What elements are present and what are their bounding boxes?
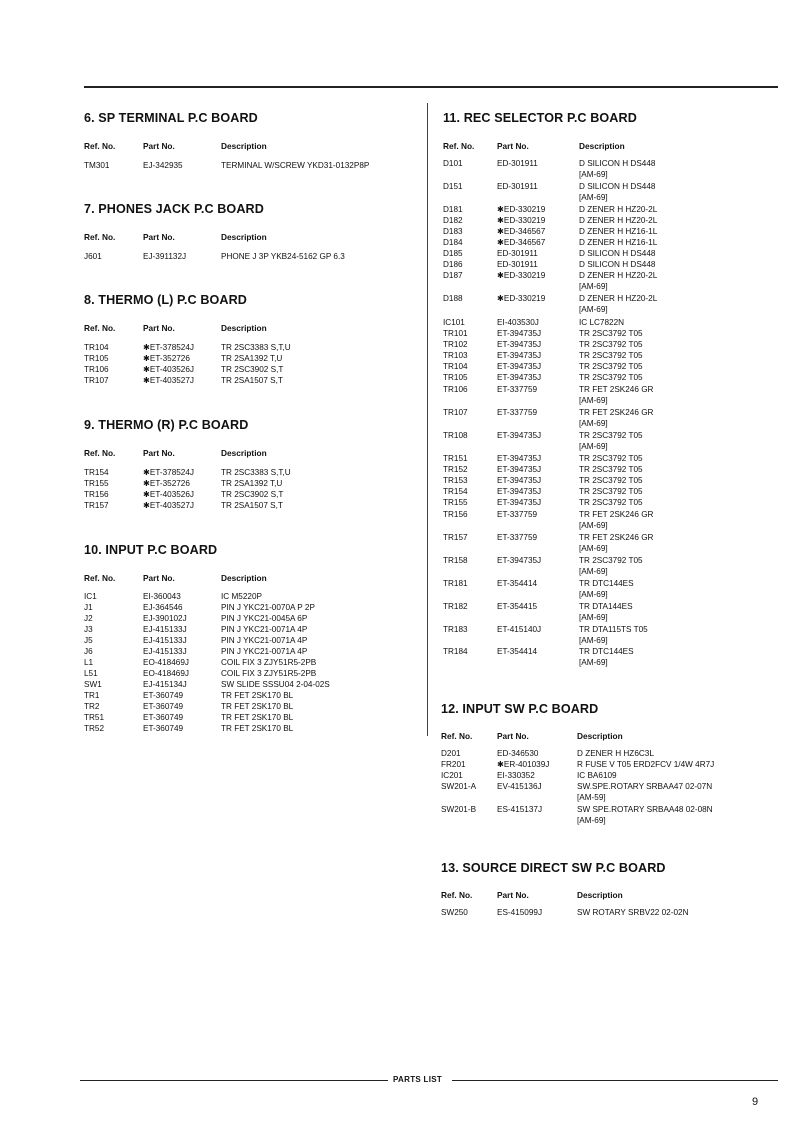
description xyxy=(579,509,653,531)
part-no: EJ-391132J xyxy=(143,252,187,261)
description xyxy=(579,248,655,259)
part-no: EJ-415133J xyxy=(143,625,187,634)
ref-no: TR155 xyxy=(443,498,468,507)
ref-no: TR104 xyxy=(443,362,468,371)
description xyxy=(579,158,655,180)
description xyxy=(577,748,654,759)
description-line: D SILICON H DS448 xyxy=(579,182,656,191)
description-line: TR 2SC3383 S,T,U xyxy=(221,468,291,477)
ref-no: TR107 xyxy=(84,376,109,385)
description-line: SW SPE.ROTARY SRBAA48 02-08N xyxy=(577,805,713,814)
part-no: ED-346530 xyxy=(497,749,539,758)
column-header-part: Part No. xyxy=(143,573,175,583)
description xyxy=(221,342,291,353)
part-no: ED-301911 xyxy=(497,260,538,269)
part-no: ED-301911 xyxy=(497,249,538,258)
ref-no: D186 xyxy=(443,260,463,269)
part-no: EJ-415133J xyxy=(143,636,187,645)
description-line: TR 2SA1507 S,T xyxy=(221,501,283,510)
description-line: [AM-69] xyxy=(579,193,608,202)
description xyxy=(221,375,283,386)
description-line: [AM-59] xyxy=(577,793,606,802)
description xyxy=(221,489,283,500)
ref-no: TR157 xyxy=(84,501,109,510)
description-line: R FUSE V T05 ERD2FCV 1/4W 4R7J xyxy=(577,760,715,769)
description xyxy=(221,353,282,364)
ref-no: SW1 xyxy=(84,680,102,689)
description-line: TR 2SC3902 S,T xyxy=(221,365,284,374)
column-header-ref: Ref. No. xyxy=(441,890,473,900)
description xyxy=(577,804,713,826)
part-no: ✱ET-403527J xyxy=(143,501,195,510)
description xyxy=(579,464,643,475)
ref-no: TR1 xyxy=(84,691,100,700)
description xyxy=(221,500,283,511)
description xyxy=(221,723,293,734)
description-line: D ZENER H HZ20-2L xyxy=(579,271,658,280)
description xyxy=(221,467,291,478)
description-line: [AM-69] xyxy=(579,544,608,553)
description-line: TR 2SA1507 S,T xyxy=(221,376,283,385)
ref-no: D188 xyxy=(443,294,463,303)
ref-no: D187 xyxy=(443,271,463,280)
part-no: ES-415137J xyxy=(497,805,543,814)
section-title: 13. SOURCE DIRECT SW P.C BOARD xyxy=(441,861,666,875)
description xyxy=(579,646,634,668)
description-line: TR 2SC3902 S,T xyxy=(221,490,284,499)
ref-no: D185 xyxy=(443,249,463,258)
part-no: ET-394735J xyxy=(497,340,542,349)
column-header-part: Part No. xyxy=(143,323,175,333)
description-line: [AM-69] xyxy=(579,636,608,645)
description xyxy=(221,624,307,635)
description-line: [AM-69] xyxy=(579,658,608,667)
section-title: 11. REC SELECTOR P.C BOARD xyxy=(443,111,637,125)
ref-no: TR104 xyxy=(84,343,109,352)
description-line: TR 2SA1392 T,U xyxy=(221,479,283,488)
part-no: ✱ET-352726 xyxy=(143,479,190,488)
description-line: [AM-69] xyxy=(579,396,608,405)
description-line: TR 2SC3792 T05 xyxy=(579,454,643,463)
part-no: ET-394735J xyxy=(497,431,542,440)
part-no: ✱ET-403527J xyxy=(143,376,195,385)
description-line: PIN J YKC21-0071A 4P xyxy=(221,625,308,634)
description-line: [AM-69] xyxy=(577,816,606,825)
ref-no: TR184 xyxy=(443,647,468,656)
part-no: ET-394735J xyxy=(497,556,542,565)
description-line: [AM-69] xyxy=(579,613,608,622)
part-no: ET-394735J xyxy=(497,373,542,382)
description xyxy=(579,317,624,328)
ref-no: TR154 xyxy=(443,487,468,496)
ref-no: L51 xyxy=(84,669,98,678)
description-line: D ZENER H HZ20-2L xyxy=(579,205,658,214)
ref-no: TM301 xyxy=(84,161,110,170)
part-no: ET-394735J xyxy=(497,454,542,463)
description-line: TR FET 2SK246 GR xyxy=(579,510,654,519)
part-no: EJ-415133J xyxy=(143,647,187,656)
description xyxy=(221,613,307,624)
description-line: TR FET 2SK246 GR xyxy=(579,533,654,542)
ref-no: TR183 xyxy=(443,625,468,634)
part-no: ES-415099J xyxy=(497,908,543,917)
column-header-ref: Ref. No. xyxy=(84,141,116,151)
ref-no: IC1 xyxy=(84,592,97,601)
description xyxy=(579,204,657,215)
part-no: ✱ET-403526J xyxy=(143,365,195,374)
column-header-desc: Description xyxy=(221,323,267,333)
description xyxy=(579,339,643,350)
description-line: [AM-69] xyxy=(579,305,608,314)
section-title: 12. INPUT SW P.C BOARD xyxy=(441,702,599,716)
top-rule xyxy=(84,86,778,88)
section-title: 8. THERMO (L) P.C BOARD xyxy=(84,293,247,307)
description xyxy=(221,701,293,712)
ref-no: TR102 xyxy=(443,340,468,349)
ref-no: TR156 xyxy=(443,510,468,519)
description xyxy=(579,328,643,339)
column-header-desc: Description xyxy=(221,573,267,583)
ref-no: SW201-B xyxy=(441,805,477,814)
description xyxy=(579,601,633,623)
section-title: 10. INPUT P.C BOARD xyxy=(84,543,218,557)
description-line: TR 2SC3792 T05 xyxy=(579,340,643,349)
description xyxy=(579,372,643,383)
description-line: SW SLIDE SSSU04 2-04-02S xyxy=(221,680,330,689)
part-no: ED-301911 xyxy=(497,159,538,168)
ref-no: D183 xyxy=(443,227,463,236)
ref-no: TR106 xyxy=(84,365,109,374)
ref-no: IC201 xyxy=(441,771,463,780)
description-line: TR 2SC3792 T05 xyxy=(579,476,643,485)
part-no: EI-330352 xyxy=(497,771,535,780)
section-title: 7. PHONES JACK P.C BOARD xyxy=(84,202,264,216)
description xyxy=(221,591,262,602)
part-no: ✱ED-346567 xyxy=(497,238,546,247)
description-line: COIL FIX 3 ZJY51R5-2PB xyxy=(221,669,317,678)
part-no: ET-360749 xyxy=(143,724,184,733)
part-no: ✱ET-378524J xyxy=(143,343,195,352)
ref-no: TR2 xyxy=(84,702,100,711)
part-no: ET-394735J xyxy=(497,329,542,338)
ref-no: J6 xyxy=(84,647,93,656)
ref-no: J3 xyxy=(84,625,93,634)
description-line: TR 2SC3792 T05 xyxy=(579,329,643,338)
column-header-ref: Ref. No. xyxy=(84,323,116,333)
description-line: PIN J YKC21-0071A 4P xyxy=(221,647,308,656)
description xyxy=(579,361,643,372)
description-line: [AM-69] xyxy=(579,170,608,179)
ref-no: TR157 xyxy=(443,533,468,542)
description xyxy=(579,430,643,452)
description-line: TR FET 2SK246 GR xyxy=(579,408,654,417)
part-no: ET-360749 xyxy=(143,702,184,711)
description-line: SW ROTARY SRBV22 02-02N xyxy=(577,908,689,917)
description-line: TR DTA115TS T05 xyxy=(579,625,648,634)
description xyxy=(221,602,315,613)
description-line: D SILICON H DS448 xyxy=(579,249,656,258)
ref-no: TR153 xyxy=(443,476,468,485)
column-header-ref: Ref. No. xyxy=(84,573,116,583)
description-line: TR 2SC3792 T05 xyxy=(579,351,643,360)
ref-no: TR105 xyxy=(84,354,109,363)
part-no: ET-394735J xyxy=(497,465,542,474)
ref-no: TR52 xyxy=(84,724,105,733)
footer-rule-right xyxy=(452,1080,778,1081)
description-line: TR 2SC3792 T05 xyxy=(579,465,643,474)
column-header-ref: Ref. No. xyxy=(443,141,475,151)
column-header-ref: Ref. No. xyxy=(441,731,473,741)
description xyxy=(579,237,657,248)
part-no: EJ-415134J xyxy=(143,680,187,689)
part-no: EO-418469J xyxy=(143,669,189,678)
description-line: TR 2SC3792 T05 xyxy=(579,373,643,382)
footer-label: PARTS LIST xyxy=(393,1075,443,1084)
ref-no: SW250 xyxy=(441,908,468,917)
part-no: EJ-364546 xyxy=(143,603,183,612)
description xyxy=(221,635,307,646)
part-no: EI-360043 xyxy=(143,592,181,601)
part-no: ET-337759 xyxy=(497,533,538,542)
ref-no: D181 xyxy=(443,205,463,214)
description xyxy=(221,251,345,262)
description-line: D ZENER H HZ20-2L xyxy=(579,294,658,303)
description-line: TR 2SC3792 T05 xyxy=(579,431,643,440)
column-header-desc: Description xyxy=(577,890,623,900)
ref-no: TR155 xyxy=(84,479,109,488)
description-line: TR FET 2SK170 BL xyxy=(221,713,294,722)
ref-no: TR108 xyxy=(443,431,468,440)
part-no: ET-354414 xyxy=(497,579,538,588)
description-line: TR 2SC3792 T05 xyxy=(579,362,643,371)
description xyxy=(579,407,653,429)
description-line: D ZENER H HZ6C3L xyxy=(577,749,654,758)
description xyxy=(579,555,643,577)
part-no: ET-360749 xyxy=(143,713,184,722)
description-line: SW.SPE.ROTARY SRBAA47 02-07N xyxy=(577,782,713,791)
description-line: TR 2SA1392 T,U xyxy=(221,354,283,363)
part-no: EJ-342935 xyxy=(143,161,183,170)
ref-no: TR103 xyxy=(443,351,468,360)
description-line: TERMINAL W/SCREW YKD31-0132P8P xyxy=(221,161,370,170)
ref-no: D182 xyxy=(443,216,463,225)
ref-no: TR107 xyxy=(443,408,468,417)
description-line: PIN J YKC21-0070A P 2P xyxy=(221,603,315,612)
description-line: D ZENER H HZ20-2L xyxy=(579,216,658,225)
description xyxy=(579,532,653,554)
part-no: ED-301911 xyxy=(497,182,538,191)
description xyxy=(221,160,369,171)
description-line: TR DTC144ES xyxy=(579,647,634,656)
description-line: [AM-69] xyxy=(579,521,608,530)
description-line: D SILICON H DS448 xyxy=(579,159,656,168)
description-line: TR FET 2SK170 BL xyxy=(221,702,294,711)
ref-no: D101 xyxy=(443,159,463,168)
ref-no: J1 xyxy=(84,603,93,612)
page-number: 9 xyxy=(752,1096,759,1108)
part-no: ✱ED-330219 xyxy=(497,294,546,303)
section-title: 6. SP TERMINAL P.C BOARD xyxy=(84,111,258,125)
description xyxy=(221,646,307,657)
column-header-part: Part No. xyxy=(497,731,529,741)
column-header-part: Part No. xyxy=(143,448,175,458)
column-header-desc: Description xyxy=(221,141,267,151)
description-line: [AM-69] xyxy=(579,590,608,599)
ref-no: IC101 xyxy=(443,318,465,327)
description-line: PHONE J 3P YKB24-5162 GP 6.3 xyxy=(221,252,345,261)
ref-no: TR151 xyxy=(443,454,468,463)
description-line: COIL FIX 3 ZJY51R5-2PB xyxy=(221,658,317,667)
part-no: ✱ER-401039J xyxy=(497,760,550,769)
description xyxy=(577,907,688,918)
part-no: ✱ED-330219 xyxy=(497,271,546,280)
ref-no: FR201 xyxy=(441,760,466,769)
description xyxy=(579,578,634,600)
description xyxy=(579,350,643,361)
description-line: D SILICON H DS448 xyxy=(579,260,656,269)
column-divider xyxy=(427,103,428,736)
column-header-desc: Description xyxy=(221,448,267,458)
description-line: TR 2SC3383 S,T,U xyxy=(221,343,291,352)
ref-no: D201 xyxy=(441,749,461,758)
description-line: IC LC7822N xyxy=(579,318,625,327)
description xyxy=(221,657,316,668)
column-header-desc: Description xyxy=(221,232,267,242)
description xyxy=(579,497,643,508)
description xyxy=(221,690,293,701)
column-header-part: Part No. xyxy=(497,141,529,151)
part-no: EO-418469J xyxy=(143,658,189,667)
part-no: ET-337759 xyxy=(497,408,538,417)
description-line: TR 2SC3792 T05 xyxy=(579,487,643,496)
part-no: ✱ET-403526J xyxy=(143,490,195,499)
column-header-desc: Description xyxy=(577,731,623,741)
column-header-ref: Ref. No. xyxy=(84,448,116,458)
part-no: EJ-390102J xyxy=(143,614,187,623)
description xyxy=(579,384,653,406)
description xyxy=(221,668,316,679)
column-header-part: Part No. xyxy=(143,232,175,242)
ref-no: TR182 xyxy=(443,602,468,611)
description-line: D ZENER H HZ16-1L xyxy=(579,238,658,247)
description-line: [AM-69] xyxy=(579,419,608,428)
ref-no: TR101 xyxy=(443,329,468,338)
part-no: ET-394735J xyxy=(497,351,542,360)
part-no: ET-394735J xyxy=(497,476,542,485)
description-line: PIN J YKC21-0045A 6P xyxy=(221,614,308,623)
description-line: TR DTC144ES xyxy=(579,579,634,588)
description xyxy=(577,759,714,770)
description xyxy=(221,712,293,723)
ref-no: J5 xyxy=(84,636,93,645)
ref-no: D184 xyxy=(443,238,463,247)
part-no: ET-337759 xyxy=(497,385,538,394)
ref-no: TR154 xyxy=(84,468,109,477)
description xyxy=(579,226,657,237)
footer-rule-left xyxy=(80,1080,388,1081)
part-no: ✱ED-330219 xyxy=(497,205,546,214)
ref-no: TR181 xyxy=(443,579,468,588)
description xyxy=(221,679,330,690)
description-line: IC M5220P xyxy=(221,592,262,601)
part-no: ET-337759 xyxy=(497,510,538,519)
description-line: IC BA6109 xyxy=(577,771,617,780)
description-line: PIN J YKC21-0071A 4P xyxy=(221,636,308,645)
ref-no: TR152 xyxy=(443,465,468,474)
column-header-ref: Ref. No. xyxy=(84,232,116,242)
ref-no: TR106 xyxy=(443,385,468,394)
description xyxy=(579,259,655,270)
description xyxy=(579,453,643,464)
description xyxy=(579,215,657,226)
ref-no: TR156 xyxy=(84,490,109,499)
description-line: TR 2SC3792 T05 xyxy=(579,556,643,565)
part-no: ✱ET-378524J xyxy=(143,468,195,477)
part-no: EV-415136J xyxy=(497,782,542,791)
part-no: ET-415140J xyxy=(497,625,542,634)
part-no: ET-360749 xyxy=(143,691,184,700)
ref-no: L1 xyxy=(84,658,94,667)
description-line: TR FET 2SK170 BL xyxy=(221,724,294,733)
part-no: ET-354415 xyxy=(497,602,538,611)
description-line: TR FET 2SK246 GR xyxy=(579,385,654,394)
description xyxy=(579,181,655,203)
description xyxy=(221,364,283,375)
part-no: ✱ED-330219 xyxy=(497,216,546,225)
ref-no: TR158 xyxy=(443,556,468,565)
ref-no: J2 xyxy=(84,614,93,623)
part-no: ET-394735J xyxy=(497,487,542,496)
description-line: [AM-69] xyxy=(579,282,608,291)
column-header-desc: Description xyxy=(579,141,625,151)
column-header-part: Part No. xyxy=(143,141,175,151)
description xyxy=(579,475,643,486)
section-title: 9. THERMO (R) P.C BOARD xyxy=(84,418,249,432)
part-no: ✱ET-352726 xyxy=(143,354,190,363)
description xyxy=(579,486,643,497)
description xyxy=(577,781,712,803)
description xyxy=(579,624,648,646)
description xyxy=(579,270,657,292)
description xyxy=(221,478,282,489)
column-header-part: Part No. xyxy=(497,890,529,900)
part-no: ET-394735J xyxy=(497,498,542,507)
description-line: TR DTA144ES xyxy=(579,602,633,611)
description xyxy=(577,770,617,781)
description-line: [AM-69] xyxy=(579,567,608,576)
description-line: TR 2SC3792 T05 xyxy=(579,498,643,507)
part-no: ET-394735J xyxy=(497,362,542,371)
description-line: TR FET 2SK170 BL xyxy=(221,691,294,700)
description xyxy=(579,293,657,315)
ref-no: TR51 xyxy=(84,713,105,722)
ref-no: J601 xyxy=(84,252,102,261)
part-no: EI-403530J xyxy=(497,318,539,327)
description-line: [AM-69] xyxy=(579,442,608,451)
ref-no: D151 xyxy=(443,182,463,191)
part-no: ✱ED-346567 xyxy=(497,227,546,236)
part-no: ET-354414 xyxy=(497,647,538,656)
ref-no: SW201-A xyxy=(441,782,477,791)
description-line: D ZENER H HZ16-1L xyxy=(579,227,658,236)
ref-no: TR105 xyxy=(443,373,468,382)
